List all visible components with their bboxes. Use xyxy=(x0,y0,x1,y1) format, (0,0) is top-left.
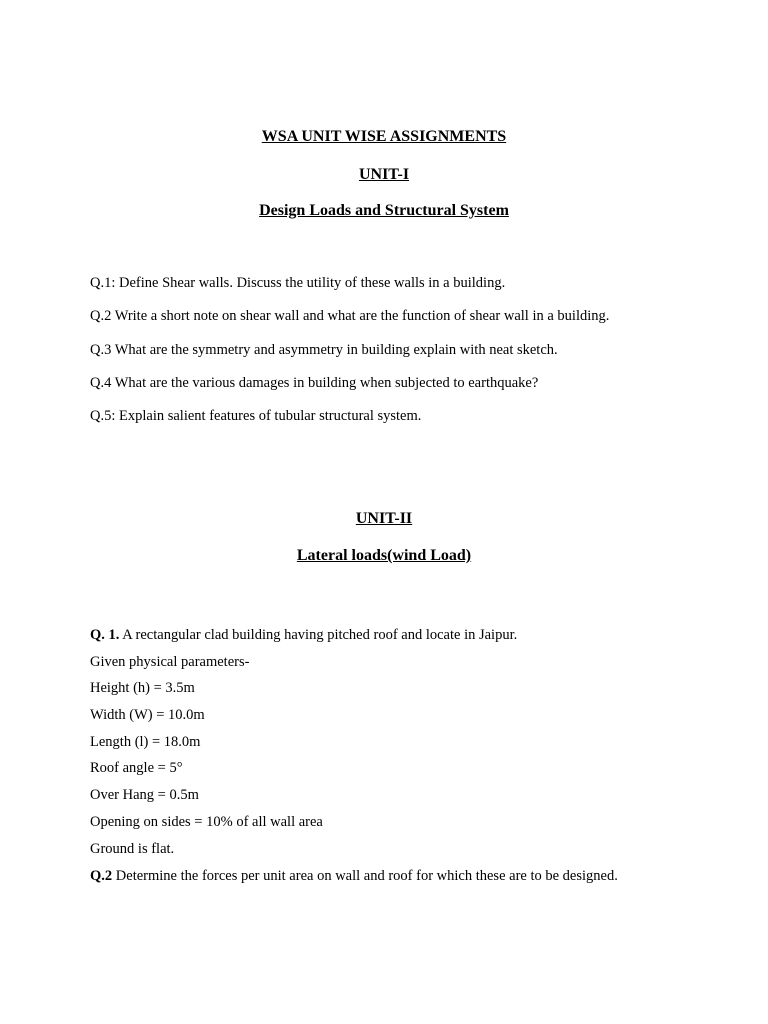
unit-2-question-2-text: Determine the forces per unit area on wall and roof for which these are to be designed. xyxy=(115,868,618,884)
unit-1-question-1: Q.1: Define Shear walls. Discuss the utility of these walls in a building. xyxy=(90,275,506,291)
param-length: Length (l) = 18.0m xyxy=(90,734,201,750)
unit-2-heading: UNIT-II xyxy=(355,510,413,527)
param-ground: Ground is flat. xyxy=(90,841,175,857)
unit-2-question-1-text: A rectangular clad building having pitched roof and locate in Jaipur. xyxy=(122,627,518,643)
unit-1-heading: UNIT-I xyxy=(358,166,410,183)
param-width: Width (W) = 10.0m xyxy=(90,707,205,723)
param-over-hang: Over Hang = 0.5m xyxy=(90,787,199,803)
unit-2-question-1-number: Q. 1. xyxy=(90,627,120,643)
unit-1-question-3: Q.3 What are the symmetry and asymmetry in building explain with neat sketch. xyxy=(90,342,558,358)
unit-1-question-5: Q.5: Explain salient features of tubular structural system. xyxy=(90,408,422,424)
document-title: WSA UNIT WISE ASSIGNMENTS xyxy=(261,128,507,145)
unit-2-question-2-number: Q.2 xyxy=(90,868,113,884)
given-parameters-intro: Given physical parameters- xyxy=(90,654,250,670)
unit-1-question-4: Q.4 What are the various damages in building when subjected to earthquake? xyxy=(90,375,539,391)
param-roof-angle: Roof angle = 5° xyxy=(90,760,183,776)
unit-1-subtitle: Design Loads and Structural System xyxy=(259,202,509,219)
param-height: Height (h) = 3.5m xyxy=(90,680,195,696)
unit-2-subtitle: Lateral loads(wind Load) xyxy=(296,547,472,564)
unit-2-question-2 xyxy=(90,867,618,885)
unit-1-question-2: Q.2 Write a short note on shear wall and what are the function of shear wall in a building. xyxy=(90,308,610,324)
param-opening-on-sides: Opening on sides = 10% of all wall area xyxy=(90,814,323,830)
unit-2-question-1 xyxy=(90,626,517,644)
